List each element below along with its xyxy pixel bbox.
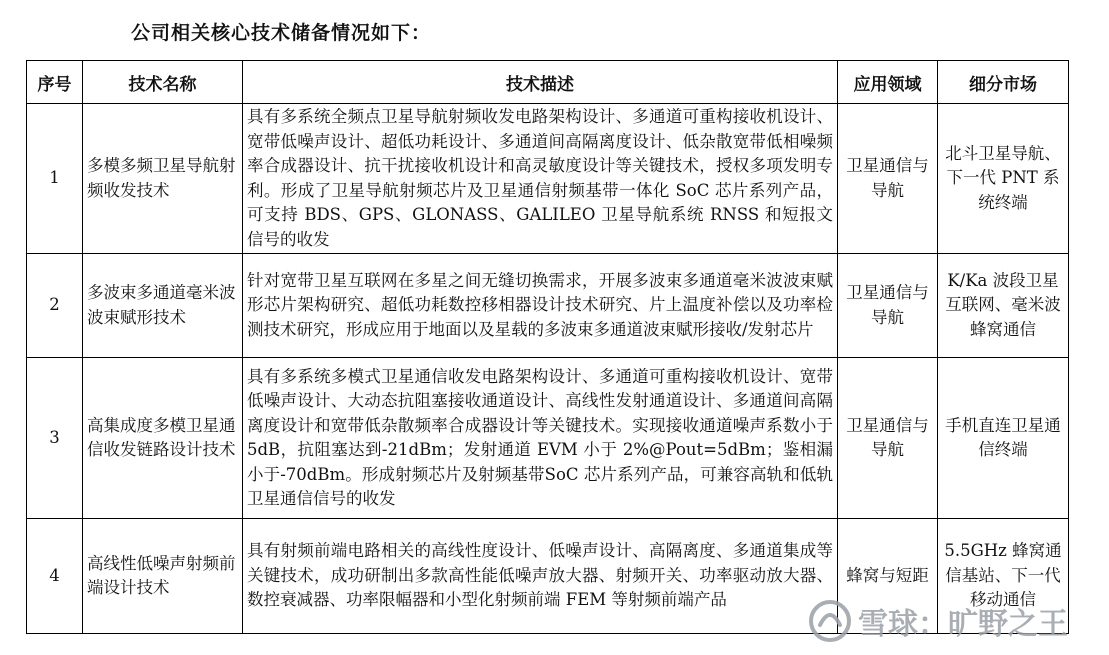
market-segment: 手机直连卫星通信终端 bbox=[938, 358, 1069, 519]
tech-name: 高线性低噪声射频前端设计技术 bbox=[83, 519, 243, 634]
header-no: 序号 bbox=[27, 61, 83, 104]
header-tech-desc: 技术描述 bbox=[243, 61, 838, 104]
table-row bbox=[27, 358, 1069, 519]
row-number: 2 bbox=[27, 254, 83, 358]
watermark bbox=[808, 596, 1068, 646]
row-number: 3 bbox=[27, 358, 83, 519]
market-segment: 5.5GHz 蜂窝通信基站、下一代移动通信 bbox=[938, 519, 1069, 634]
application-field: 卫星通信与导航 bbox=[838, 254, 938, 358]
header-tech-name: 技术名称 bbox=[83, 61, 243, 104]
table-row bbox=[27, 104, 1069, 254]
market-segment: 北斗卫星导航、下一代 PNT 系统终端 bbox=[938, 104, 1069, 254]
watermark-text: 雪球：旷野之王 bbox=[858, 607, 1068, 642]
application-field: 卫星通信与导航 bbox=[838, 358, 938, 519]
row-number: 1 bbox=[27, 104, 83, 254]
snowball-logo-icon bbox=[808, 599, 852, 643]
header-application: 应用领域 bbox=[838, 61, 938, 104]
application-field: 蜂窝与短距 bbox=[838, 519, 938, 634]
tech-name: 高集成度多模卫星通信收发链路设计技术 bbox=[83, 358, 243, 519]
core-tech-table bbox=[26, 60, 1069, 634]
tech-name: 多波束多通道毫米波波束赋形技术 bbox=[83, 254, 243, 358]
tech-description: 具有射频前端电路相关的高线性度设计、低噪声设计、高隔离度、多通道集成等关键技术，成功研制出多款高性能低噪声放大器、射频开关、功率驱动放大器、数控衰减器、功率限幅器和小型化射频前端 FEM 等射频前端产品 bbox=[243, 519, 838, 634]
market-segment: K/Ka 波段卫星互联网、毫米波蜂窝通信 bbox=[938, 254, 1069, 358]
row-number: 4 bbox=[27, 519, 83, 634]
table-header-row bbox=[27, 61, 1069, 104]
tech-description: 具有多系统全频点卫星导航射频收发电路架构设计、多通道可重构接收机设计、宽带低噪声设计、超低功耗设计、多通道间高隔离度设计、低杂散宽带低相噪频率合成器设计、抗干扰接收机设计和高灵敏度设计等关键技术，授权多项发明专利。形成了卫星导航射频芯片及卫星通信射频基带一体化 SoC 芯片系列产品，可支持 BDS、GPS、GLONASS、GALILEO 卫星导航系统 RNSS 和短报文信号的收发 bbox=[243, 104, 838, 254]
tech-description: 具有多系统多模式卫星通信收发电路架构设计、多通道可重构接收机设计、宽带低噪声设计、大动态抗阻塞接收通道设计、高线性发射通道设计、多通道间高隔离度设计和宽带低杂散频率合成器设计等关键技术。实现接收通道噪声系数小于 5dB，抗阻塞达到-21dBm；发射通道 EVM 小于 2%@Pout=5dBm；鉴相漏小于-70dBm。形成射频芯片及射频基带SoC 芯片系列产品，可兼容高轨和低轨卫星通信信号的收发 bbox=[243, 358, 838, 519]
header-market: 细分市场 bbox=[938, 61, 1069, 104]
tech-description: 针对宽带卫星互联网在多星之间无缝切换需求，开展多波束多通道毫米波波束赋形芯片架构研究、超低功耗数控移相器设计技术研究、片上温度补偿以及功率检测技术研究，形成应用于地面以及星载的多波束多通道波束赋形接收/发射芯片 bbox=[243, 254, 838, 358]
page-heading: 公司相关核心技术储备情况如下： bbox=[131, 22, 432, 44]
application-field: 卫星通信与导航 bbox=[838, 104, 938, 254]
tech-name: 多模多频卫星导航射频收发技术 bbox=[83, 104, 243, 254]
table-row bbox=[27, 254, 1069, 358]
